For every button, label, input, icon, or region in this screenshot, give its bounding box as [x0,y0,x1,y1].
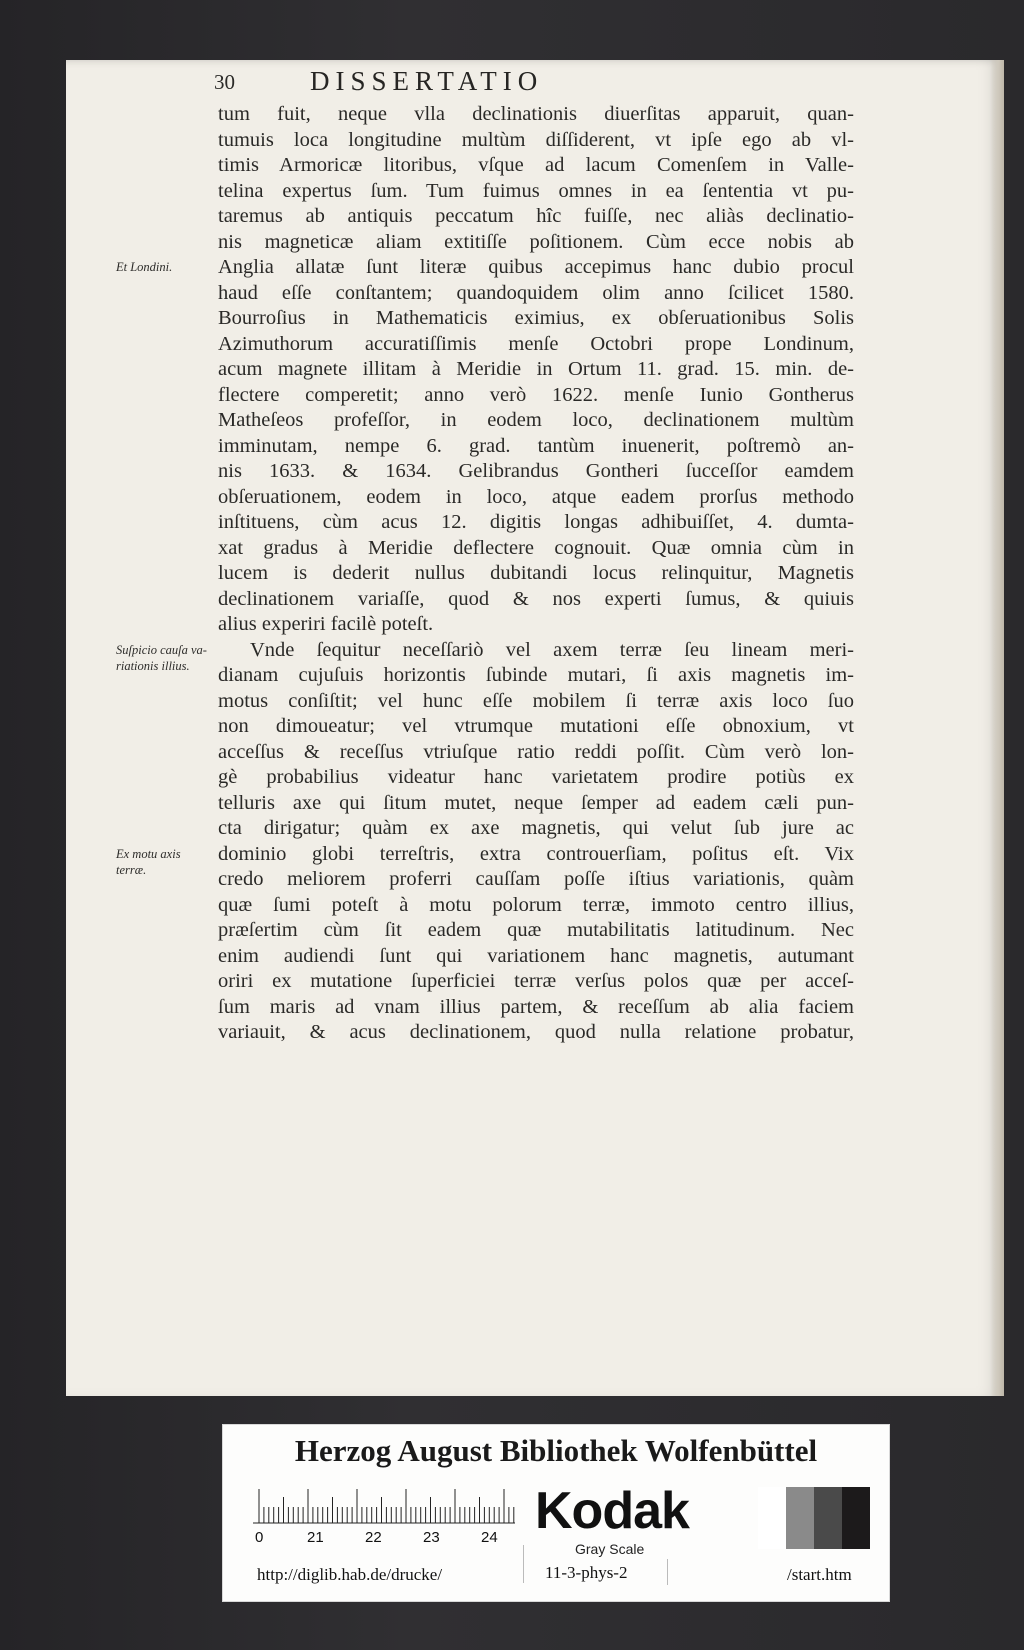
color-target-card [222,1424,890,1602]
gray-scale-label: Gray Scale [575,1541,645,1557]
ruler-number: 0 [255,1529,264,1546]
url-suffix: /start.htm [787,1565,852,1584]
text-line: variauit, & acus declinationem, quod nulla relatione probatur, [218,1021,854,1043]
text-line: credo meliorem proferri cauſſam poſſe iſtius variationis, quàm [218,868,854,890]
marginal-note: Suſpicio cauſa va-riationis illius. [116,642,207,673]
text-line: præſertim cùm ſit eadem quæ mutabilitatis latitudinum. Nec [218,919,854,941]
text-line: Matheſeos profeſſor, in eodem loco, declinationem multùm [218,409,854,431]
ruler-ticks [253,1489,523,1525]
text-line: enim audiendi ſunt qui variationem hanc magnetis, autumant [218,944,854,967]
text-line: Vnde ſequitur neceſſariò vel axem terræ ſeu lineam meri- [250,638,854,661]
gray-patch [814,1487,842,1549]
card-divider [523,1545,524,1583]
page-header [214,66,734,100]
text-line: telluris axe qui ſitum mutet, neque ſemper ad eadem cæli pun- [218,791,854,814]
text-line: tum fuit, neque vlla declinationis diuerſitas apparuit, quan- [218,103,854,125]
text-line: oriri ex mutatione ſuperficiei terræ verſus polos quæ per acceſ- [218,970,854,992]
gray-patch [758,1487,786,1549]
text-line: flectere comperetit; anno verò 1622. menſe Iunio Gontherus [218,383,854,406]
text-line: dominio globi terreſtris, extra controuerſiam, poſitus eſt. Vix [218,842,854,865]
text-line: acum magnete illitam à Meridie in Ortum 11. grad. 15. min. de- [218,358,854,380]
ruler [253,1489,523,1546]
text-line: Bourroſius in Mathematicis eximius, ex obſeruationibus Solis [218,307,854,329]
text-line: Anglia allatæ ſunt literæ quibus accepimus hanc dubio procul [218,256,854,278]
text-line: nis 1633. & 1634. Gelibrandus Gontheri ſucceſſor eamdem [218,460,854,482]
ruler-number: 23 [423,1529,440,1546]
text-line: acceſſus & receſſus vtriuſque ratio reddi poſſit. Cùm verò lon- [218,740,854,763]
running-title: DISSERTATIO [310,66,544,96]
gray-patch [786,1487,814,1549]
body-text [218,102,854,1046]
page-number: 30 [214,70,235,94]
text-line: non dimoueatur; vel vtrumque mutationi eſſe obnoxium, vt [218,715,854,737]
text-line: alius experiri facilè poteſt. [218,613,434,635]
text-line: taremus ab antiquis peccatum hîc fuiſſe, nec aliàs declinatio- [218,205,854,227]
gray-patch [842,1487,870,1549]
text-line: cta dirigatur; quàm ex axe magnetis, qui velut ſub jure ac [218,817,854,839]
text-line: dianam cujuſuis horizontis ſubinde mutari, ſi axis magnetis im- [218,664,854,686]
text-line: xat gradus à Meridie deflectere cognouit. Quæ omnia cùm in [218,536,854,559]
text-line: declinationem variaſſe, quod & nos experti ſumus, & quiuis [218,587,854,610]
text-line: haud eſſe conſtantem; quandoquidem olim anno ſcilicet 1580. [218,281,854,304]
text-line: nis magneticæ aliam extitiſſe poſitionem. Cùm ecce nobis ab [218,230,854,253]
text-line: ſum maris ad vnam illius partem, & receſſum ab alia faciem [218,995,854,1018]
ruler-number: 24 [481,1529,498,1546]
text-line: quæ ſumi poteſt à motu polorum terræ, immoto centro illius, [218,893,854,916]
url-prefix: http://diglib.hab.de/drucke/ [257,1565,443,1584]
call-number: 11-3-phys-2 [545,1563,628,1582]
card-divider [667,1559,668,1585]
library-name: Herzog August Bibliothek Wolfenbüttel [294,1433,818,1468]
text-line: timis Armoricæ litoribus, vſque ad lacum Comenſem in Valle- [218,154,854,176]
text-line: telina expertus ſum. Tum fuimus omnes in ea ſententia vt pu- [218,179,854,202]
text-line: motus conſiſtit; vel hunc eſſe mobilem ſi terræ axis loco ſuo [218,689,854,712]
text-line: tumuis loca longitudine multùm diſſiderent, vt ipſe ego ab vl- [218,128,854,151]
text-line: inſtituens, cùm acus 12. digitis longas adhibuiſſet, 4. dumta- [218,511,854,533]
text-line: obſeruationem, eodem in loco, atque eadem prorſus methodo [218,485,854,508]
text-line: imminutam, nempe 6. grad. tantùm inuenerit, poſtremò an- [218,434,854,457]
text-line: gè probabilius videatur hanc varietatem prodire potiùs ex [218,766,854,788]
page-edge-shadow [990,60,1004,1396]
marginal-note: Ex motu axis terræ. [116,846,181,877]
marginal-note: Et Londini. [116,260,173,274]
gray-scale-patches [758,1487,870,1549]
ruler-number: 21 [307,1529,324,1546]
ruler-number: 22 [365,1529,382,1546]
kodak-logo: Kodak [535,1482,689,1540]
text-line: lucem is dederit nullus dubitandi locus relinquitur, Magnetis [218,562,854,584]
text-line: Azimuthorum accuratiſſimis menſe Octobri prope Londinum, [218,332,854,355]
